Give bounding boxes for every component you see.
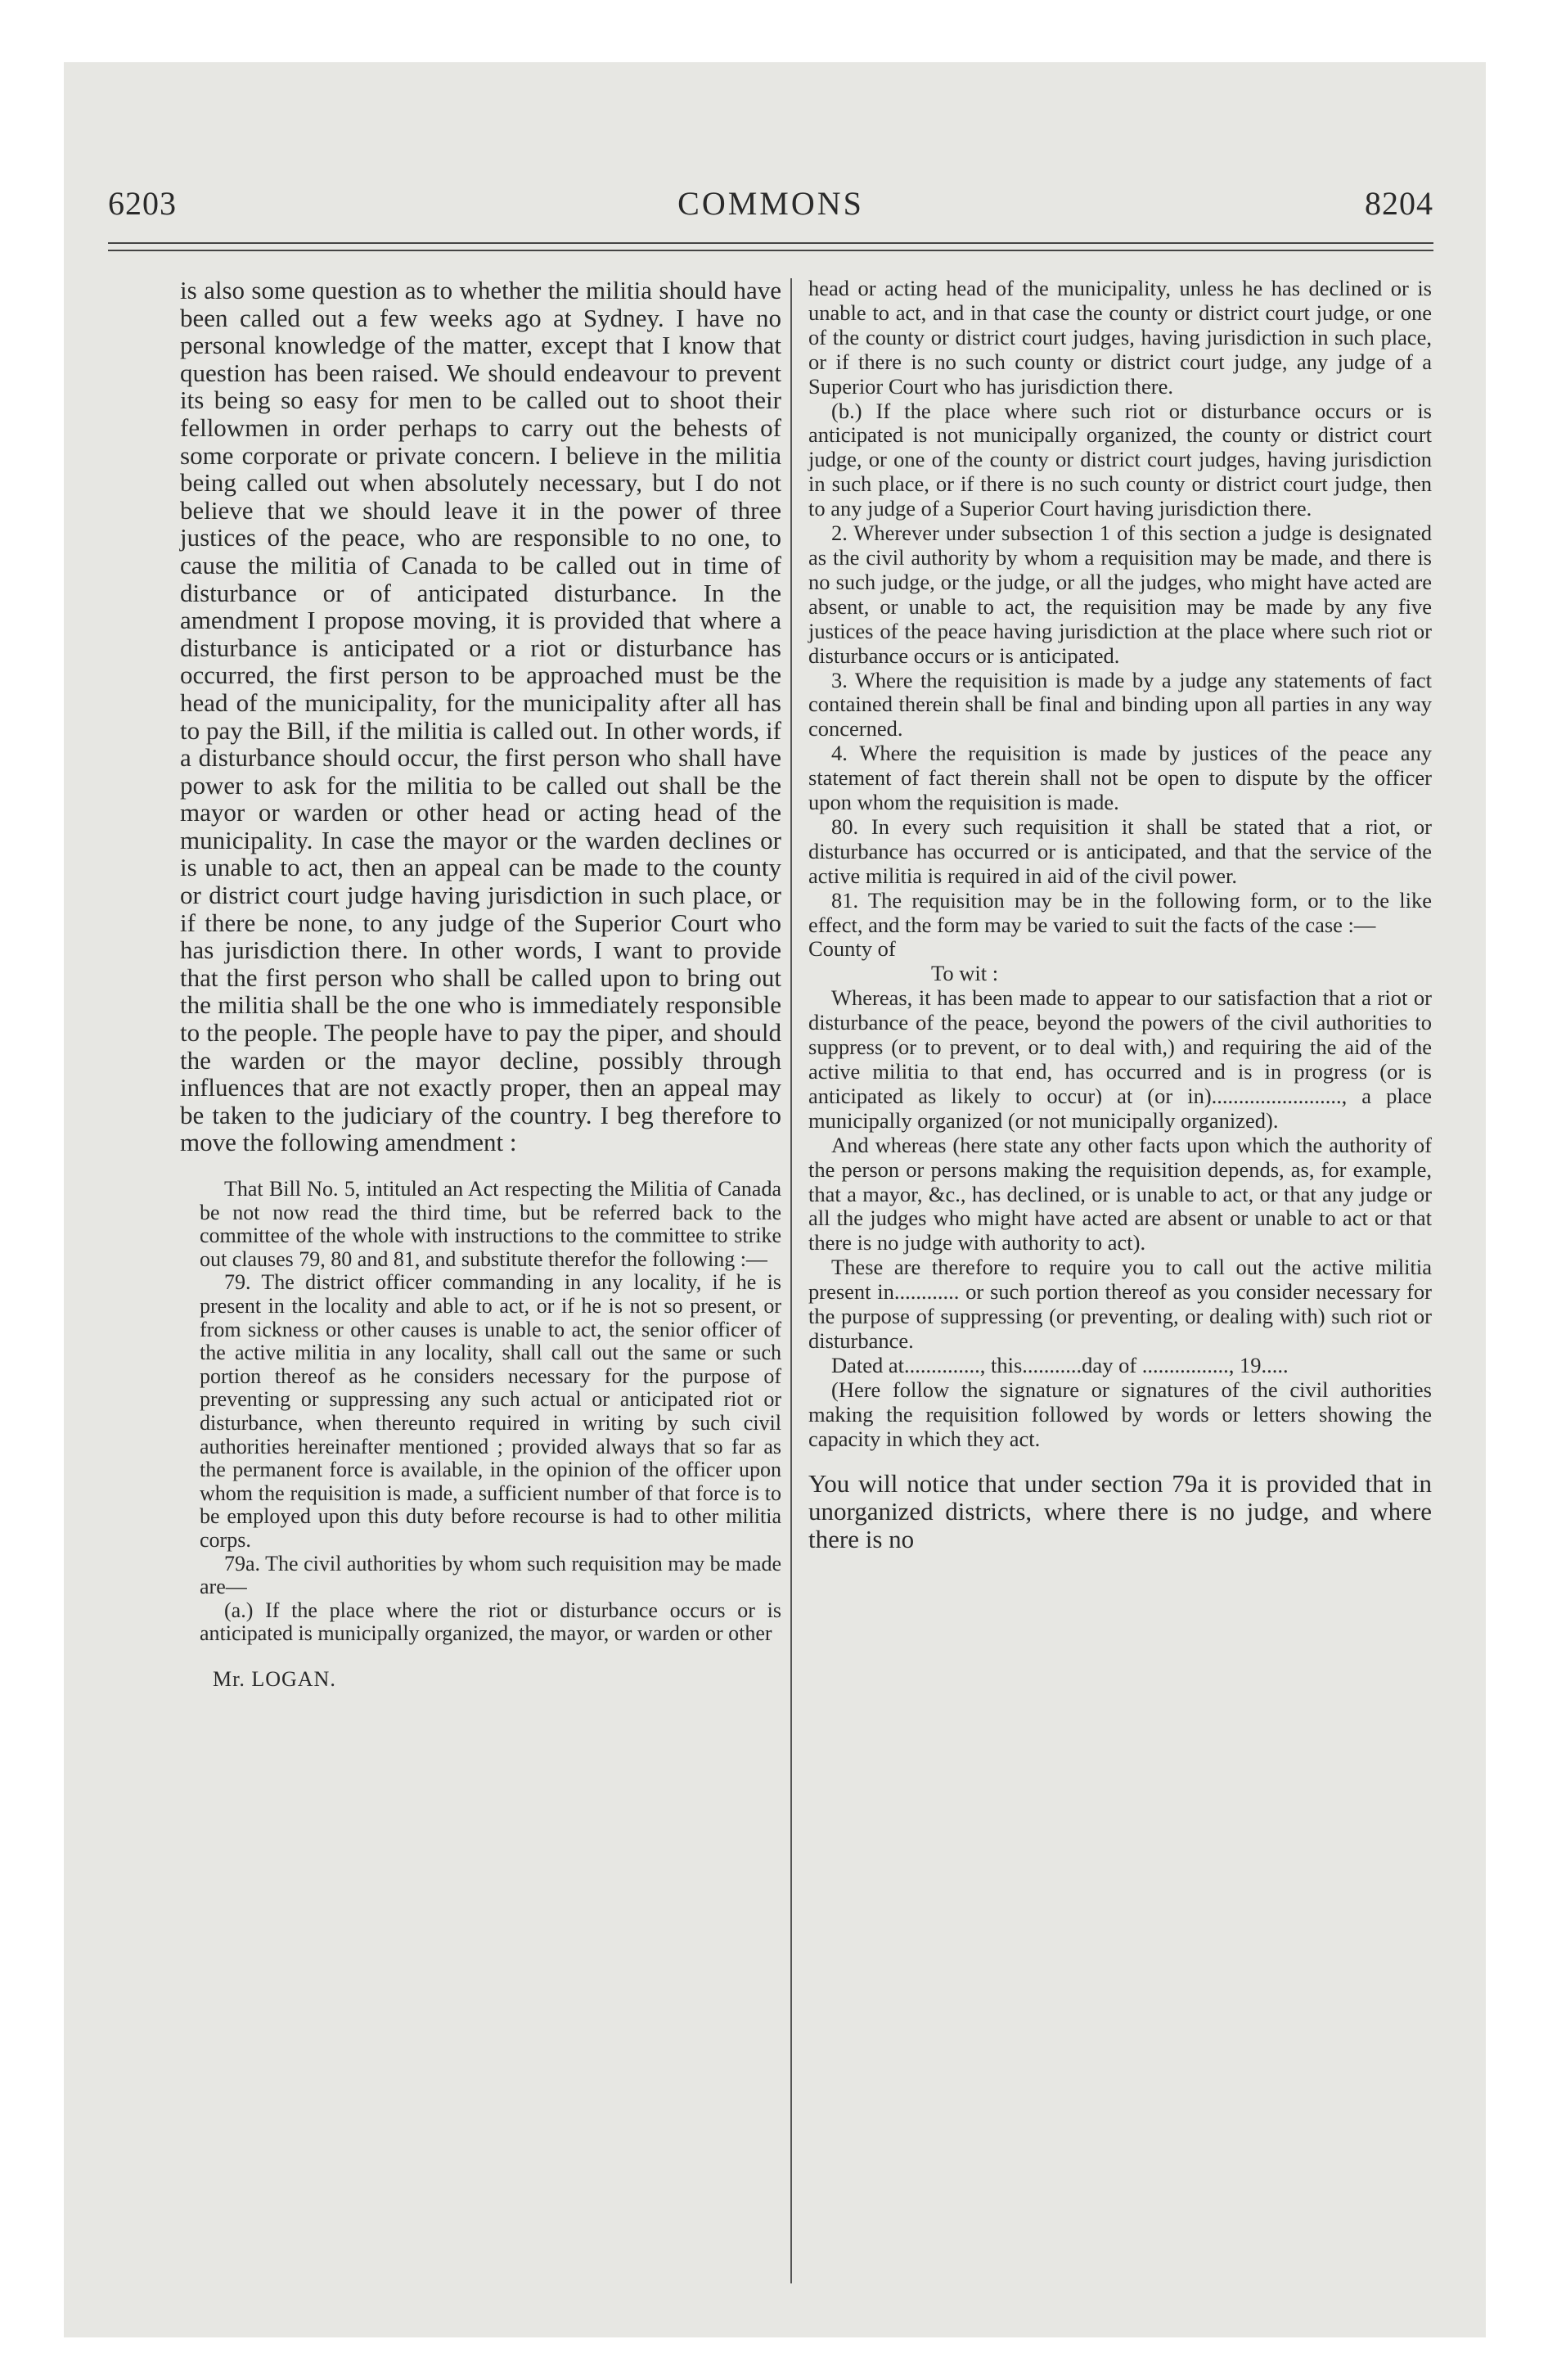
clause-paragraph: 4. Where the requisition is made by justices of the peace any statement of fact therein shall not be open to dispute by the officer upon whom the requisition is made. [808, 741, 1432, 815]
amendment-paragraph: (a.) If the place where the riot or disturbance occurs or is anticipated is municipally organized, the mayor, or warden or other [200, 1598, 781, 1646]
clause-paragraph: 2. Wherever under subsection 1 of this section a judge is designated as the civil authority by whom a requisition may be made, and there is no such judge, or the judge, or all the judges, who might have acted are absent, or unable to act, the requisition may be made by any five justices of the peace having jurisdiction at the place where such riot or disturbance occurs or is anticipated. [808, 521, 1432, 668]
form-dated-line: Dated at.............., this...........day of ................, 19..... [831, 1352, 1289, 1377]
left-page-number: 6203 [108, 185, 177, 222]
page-header [108, 184, 1433, 233]
column-divider [790, 278, 792, 2283]
form-paragraph: (Here follow the signature or signatures of the civil authorities making the requisition followed by words or letters showing the capacity in which they act. [808, 1377, 1432, 1451]
speaker-name: Mr. LOGAN. [213, 1666, 336, 1691]
right-page-number: 8204 [1365, 185, 1433, 222]
form-paragraph: These are therefore to require you to call out the active militia present in............ or such portion thereof as you consider necessary for the purpose of suppressing (or preventing, or dealing with) such riot or disturbance. [808, 1255, 1432, 1353]
amendment-paragraph: 79a. The civil authorities by whom such requisition may be made are— [200, 1551, 781, 1599]
clause-paragraph: 81. The requisition may be in the following form, or to the like effect, and the form may be varied to suit the facts of the case :— [808, 887, 1432, 937]
requisition-text [808, 277, 1432, 1452]
closing-speech: You will notice that under section 79a it is provided that in unorganized districts, where there is no judge, and where there is no [808, 1468, 1432, 1553]
form-county-line: County of [808, 936, 896, 962]
form-to-wit-line: To wit : [931, 961, 999, 986]
clause-paragraph: head or acting head of the municipality, unless he has declined or is unable to act, and in that case the county or district court judge, or one of the county or district court judges, having jurisdiction in such place, or if there is no such county or district court judge, any judge of a Superior Court who has jurisdiction there. [808, 276, 1432, 399]
amendment-paragraph: That Bill No. 5, intituled an Act respecting the Militia of Canada be not now read the third time, but be referred back to the committee of the whole with instructions to the committee to strike out clauses 79, 80 and 81, and substitute therefor the following :— [200, 1177, 781, 1271]
amendment-quote [200, 1178, 781, 1646]
form-paragraph: Whereas, it has been made to appear to our satisfaction that a riot or disturbance of the peace, beyond the powers of the civil authorities to suppress (or to prevent, or to deal with,) and requiring the aid of the active militia to that end, has occurred and is in progress (or is anticipated as likely to occur) at (or in)........................, a place municipally organized (or not municipally organized). [808, 985, 1432, 1133]
header-rule-top [108, 242, 1433, 244]
speech-paragraph: is also some question as to whether the militia should have been called out a few weeks ago at Sydney. I have no personal knowledge of the matter, except that I know that question has been raised. We should endeavour to prevent its being so easy for men to be called out to shoot their fellowmen in order perhaps to carry out the behests of some corporate or private concern. I believe in the militia being called out when absolutely necessary, but I do not believe that we should leave it in the power of three justices of the peace, who are responsible to no one, to cause the militia of Canada to be called out in time of disturbance or of anticipated disturbance. In the amendment I propose moving, it is provided that where a disturbance is anticipated or a riot or disturbance has occurred, the first person to be approached must be the head of the municipality, for the municipality after all has to pay the Bill, if the militia is called out. In other words, if a disturbance should occur, the first person who shall have power to ask for the militia to be called out shall be the mayor or warden or other head or acting head of the municipality. In case the mayor or the warden declines or is unable to act, then an appeal can be made to the county or district court judge having jurisdiction in such place, or if there be none, to any judge of the Superior Court who has jurisdiction there. In other words, I want to provide that the first person who shall be called upon to bring out the militia shall be the one who is immediately responsible to the people. The people have to pay the piper, and should the warden or the mayor decline, possibly through influences that are not exactly proper, then an appeal may be taken to the judiciary of the country. I beg therefore to move the following amendment : [180, 276, 781, 1157]
clause-paragraph: 80. In every such requisition it shall be stated that a riot, or disturbance has occurred or is anticipated, and that the service of the active militia is required in aid of the civil power. [808, 814, 1432, 888]
clause-paragraph: (b.) If the place where such riot or disturbance occurs or is anticipated is not municipally organized, the county or district court judge, or one of the county or district court judges, having jurisdiction in such place, or if there is no such county or district court judge, then to any judge of a Superior Court having jurisdiction there. [808, 398, 1432, 521]
clause-paragraph: 3. Where the requisition is made by a judge any statements of fact contained therein shall be final and binding upon all parties in any way concerned. [808, 667, 1432, 741]
header-rule-bottom [108, 250, 1433, 251]
amendment-paragraph: 79. The district officer commanding in any locality, if he is present in the locality and able to act, or if he is not so present, or from sickness or other causes is unable to act, the senior officer of the active militia in any locality, shall call out the same or such portion thereof as he considers necessary for the purpose of preventing or suppressing any such actual or anticipated riot or disturbance, when thereunto required in writing by such civil authorities hereinafter mentioned ; provided always that so far as the permanent force is available, in the opinion of the officer upon whom the requisition is made, a sufficient number of that force is to be employed upon this duty before recourse is had to other militia corps. [200, 1270, 781, 1552]
form-paragraph: And whereas (here state any other facts upon which the authority of the person or persons making the requisition depends, as, for example, that a mayor, &c., has declined, or is unable to act, or that any judge or all the judges who might have acted are absent or unable to act or that there is no judge with authority to act). [808, 1132, 1432, 1255]
running-title: COMMONS [677, 185, 864, 222]
left-column [180, 277, 781, 1692]
right-column [808, 277, 1432, 1553]
